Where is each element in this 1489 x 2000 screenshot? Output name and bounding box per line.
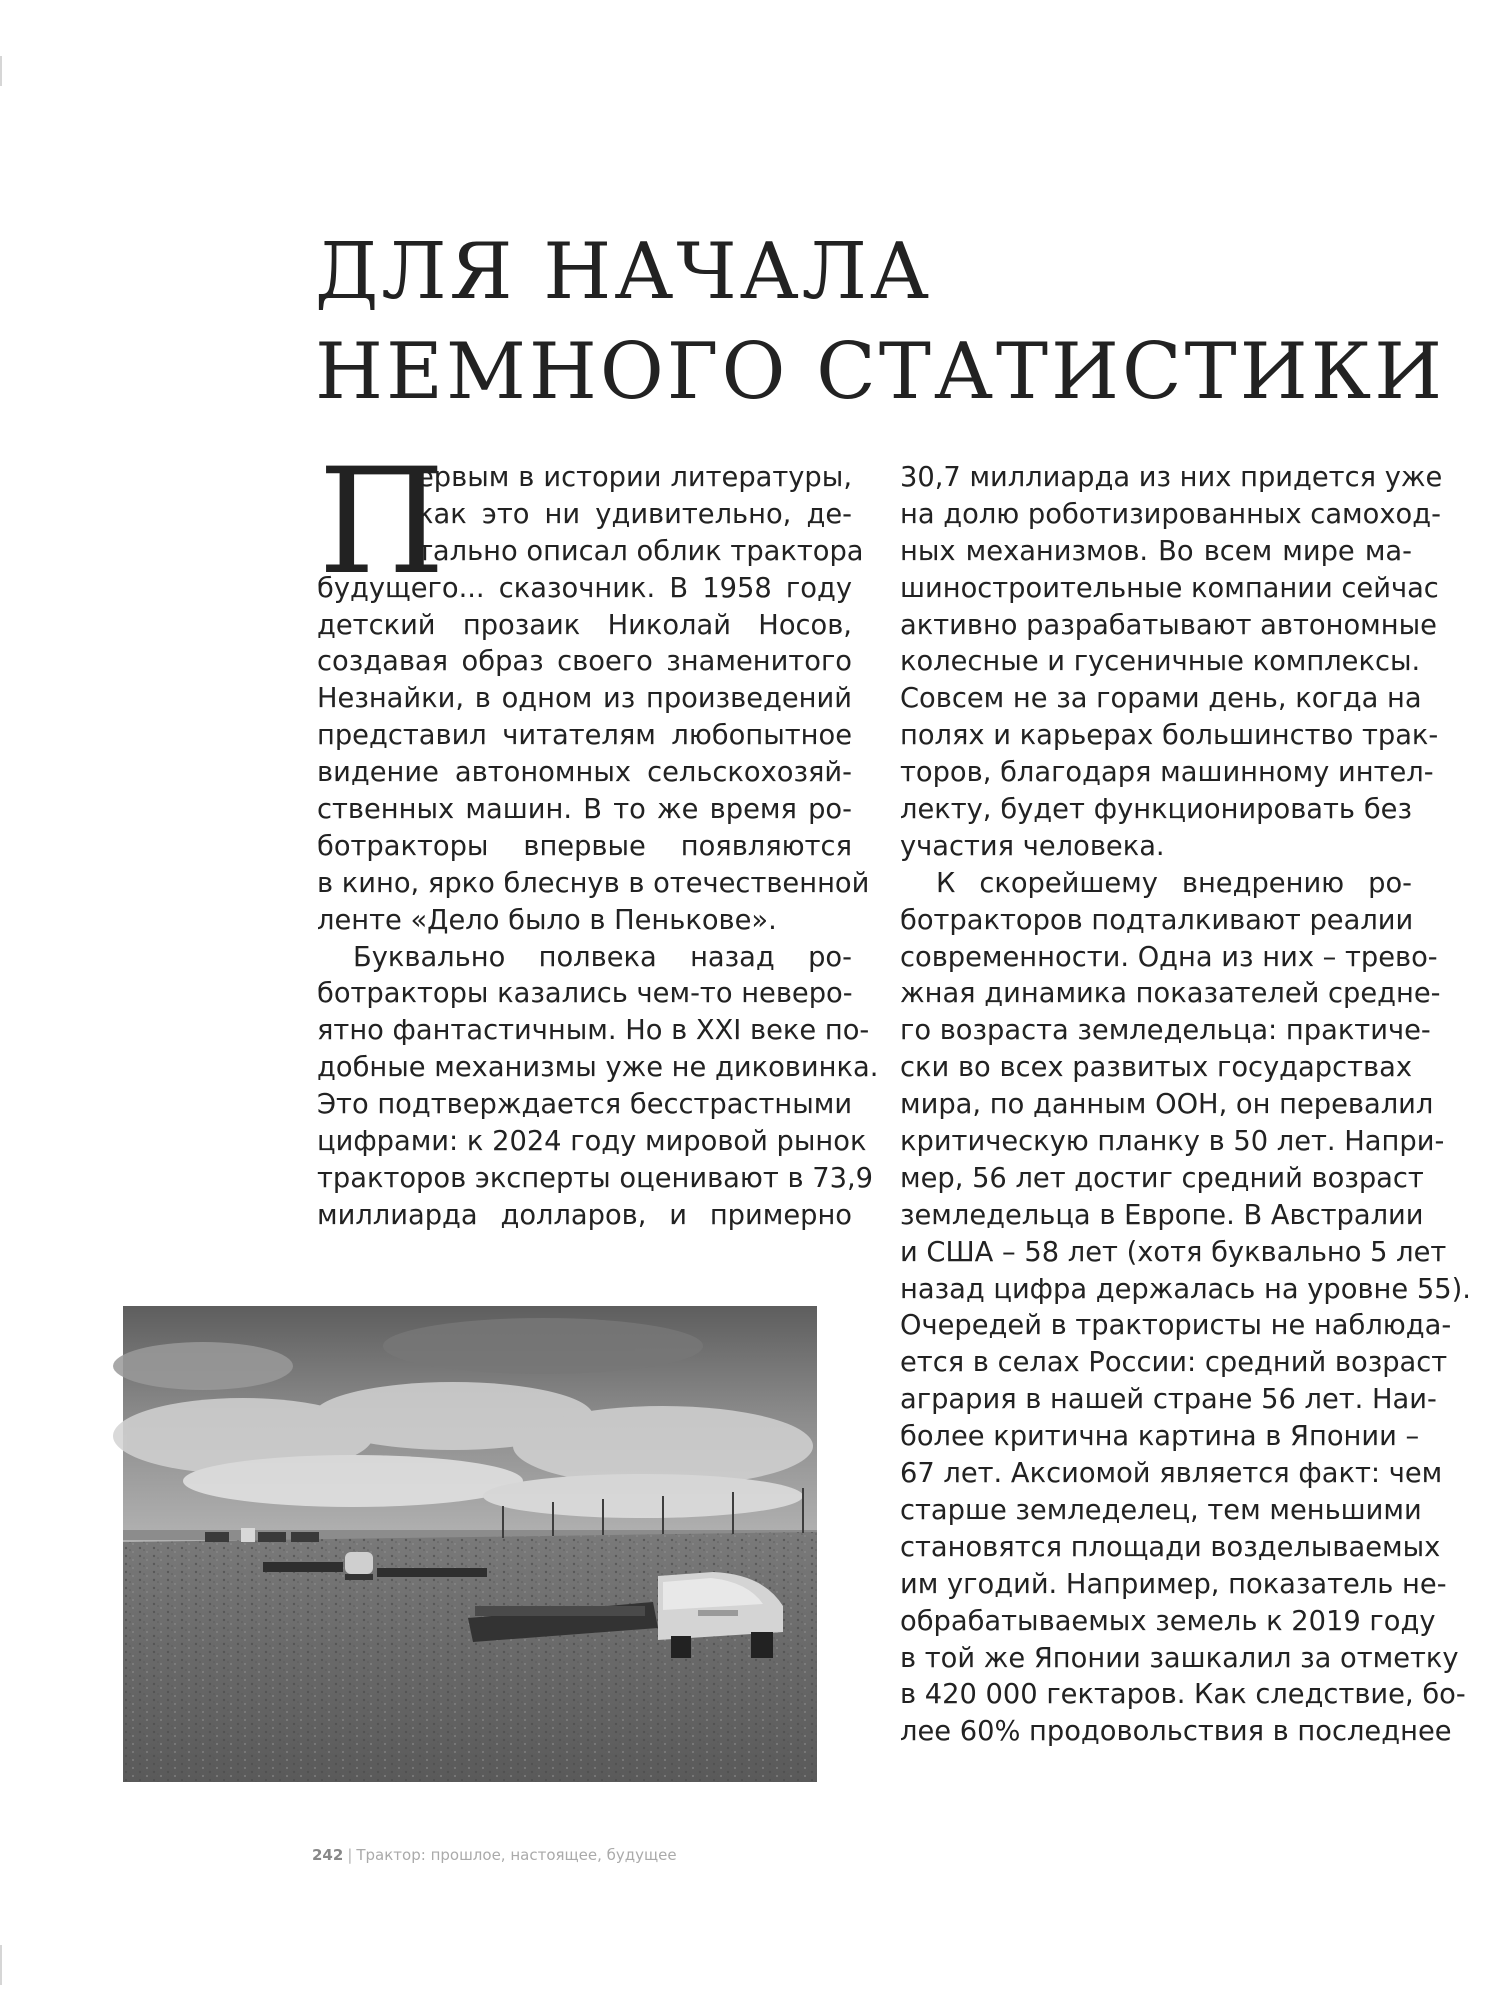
- text-line: в той же Японии зашкалил за отметку: [900, 1642, 1459, 1674]
- text-line: торов, благодаря машинному интел-: [900, 757, 1434, 789]
- text-line: Это подтверждается бесстрастными: [317, 1089, 853, 1121]
- scan-mark-top: [0, 56, 2, 86]
- text-line: ски во всех развитых государствах: [900, 1052, 1412, 1084]
- text-line: назад цифра держалась на уровне 55).: [900, 1273, 1471, 1305]
- text-line: критическую планку в 50 лет. Напри-: [900, 1126, 1445, 1158]
- text-line: обрабатываемых земель к 2019 году: [900, 1605, 1436, 1637]
- text-line: как это ни удивительно, де-: [417, 498, 852, 530]
- left-text-column: [317, 437, 879, 1235]
- text-line: лекту, будет функционировать без: [900, 794, 1412, 826]
- text-line: 30,7 миллиарда из них придется уже: [900, 462, 1443, 493]
- text-line: тально описал облик трактора: [417, 535, 864, 567]
- text-line: земледельца в Европе. В Австралии: [900, 1199, 1424, 1231]
- text-line: полях и карьерах большинство трак-: [900, 720, 1439, 752]
- article-heading: [315, 222, 1446, 422]
- drop-cap: П: [318, 437, 446, 607]
- text-line: и США – 58 лет (хотя буквально 5 лет: [900, 1236, 1447, 1268]
- text-line: в кино, ярко блеснув в отечественной: [317, 867, 870, 899]
- text-line: им угодий. Например, показатель не-: [900, 1568, 1447, 1600]
- text-line: 67 лет. Аксиомой является факт: чем: [900, 1458, 1443, 1490]
- text-line: го возраста земледельца: практиче-: [900, 1015, 1431, 1047]
- heading-line-1: ДЛЯ НАЧАЛА: [315, 227, 932, 317]
- text-line: представил читателям любопытное: [317, 720, 852, 752]
- text-line: колесные и гусеничные комплексы.: [900, 646, 1421, 678]
- text-line: мира, по данным ООН, он перевалил: [900, 1089, 1434, 1121]
- book-title: Трактор: прошлое, настоящее, будущее: [356, 1846, 677, 1864]
- text-line: добные механизмы уже не диковинка.: [317, 1052, 879, 1084]
- text-line: детский прозаик Николай Носов,: [317, 609, 852, 641]
- text-line: будущего... сказочник. В 1958 году: [317, 572, 852, 604]
- text-line: ленте «Дело было в Пенькове».: [317, 904, 777, 936]
- text-line: ботракторов подталкивают реалии: [900, 904, 1414, 936]
- page-number: 242: [312, 1846, 344, 1864]
- text-line: К скорейшему внедрению ро-: [936, 867, 1412, 899]
- text-line: лее 60% продовольствия в последнее: [900, 1716, 1452, 1748]
- field-robotractors-photo: [123, 1306, 817, 1782]
- text-line: агрария в нашей стране 56 лет. Наи-: [900, 1384, 1437, 1416]
- text-line: ервым в истории литературы,: [417, 462, 852, 493]
- text-line: тракторов эксперты оценивают в 73,9: [317, 1162, 873, 1194]
- page-footer: [312, 1845, 677, 1865]
- text-line: современности. Одна из них – трево-: [900, 941, 1438, 973]
- text-line: ботракторы казались чем-то неверо-: [317, 978, 853, 1010]
- text-line: ется в селах России: средний возраст: [900, 1347, 1448, 1379]
- text-line: видение автономных сельскохозяй-: [317, 757, 852, 789]
- text-line: шиностроительные компании сейчас: [900, 572, 1439, 604]
- text-line: ботракторы впервые появляются: [317, 830, 852, 862]
- text-line: создавая образ своего знаменитого: [317, 646, 852, 678]
- text-line: ятно фантастичным. Но в XXI веке по-: [317, 1015, 870, 1047]
- text-line: Совсем не за горами день, когда на: [900, 683, 1422, 715]
- heading-line-2: НЕМНОГО СТАТИСТИКИ: [315, 327, 1446, 417]
- text-line: на долю роботизированных самоход-: [900, 498, 1441, 530]
- text-line: цифрами: к 2024 году мировой рынок: [317, 1126, 867, 1158]
- text-line: активно разрабатывают автономные: [900, 609, 1437, 641]
- text-line: Буквально полвека назад ро-: [353, 941, 852, 973]
- right-text-column: [900, 460, 1471, 1751]
- text-line: жная динамика показателей средне-: [900, 978, 1441, 1010]
- scan-mark-bottom: [0, 1945, 2, 1985]
- text-line: Незнайки, в одном из произведений: [317, 683, 852, 715]
- footer-separator: |: [347, 1846, 353, 1864]
- text-line: Очередей в трактористы не наблюда-: [900, 1310, 1452, 1342]
- text-line: становятся площади возделываемых: [900, 1531, 1441, 1563]
- text-line: более критична картина в Японии –: [900, 1421, 1420, 1453]
- text-line: участия человека.: [900, 830, 1165, 862]
- text-line: ственных машин. В то же время ро-: [317, 794, 852, 826]
- text-line: мер, 56 лет достиг средний возраст: [900, 1162, 1424, 1194]
- text-line: миллиарда долларов, и примерно: [317, 1199, 852, 1231]
- text-line: старше земледелец, тем меньшими: [900, 1494, 1422, 1526]
- text-line: ных механизмов. Во всем мире ма-: [900, 535, 1412, 567]
- text-line: в 420 000 гектаров. Как следствие, бо-: [900, 1679, 1466, 1711]
